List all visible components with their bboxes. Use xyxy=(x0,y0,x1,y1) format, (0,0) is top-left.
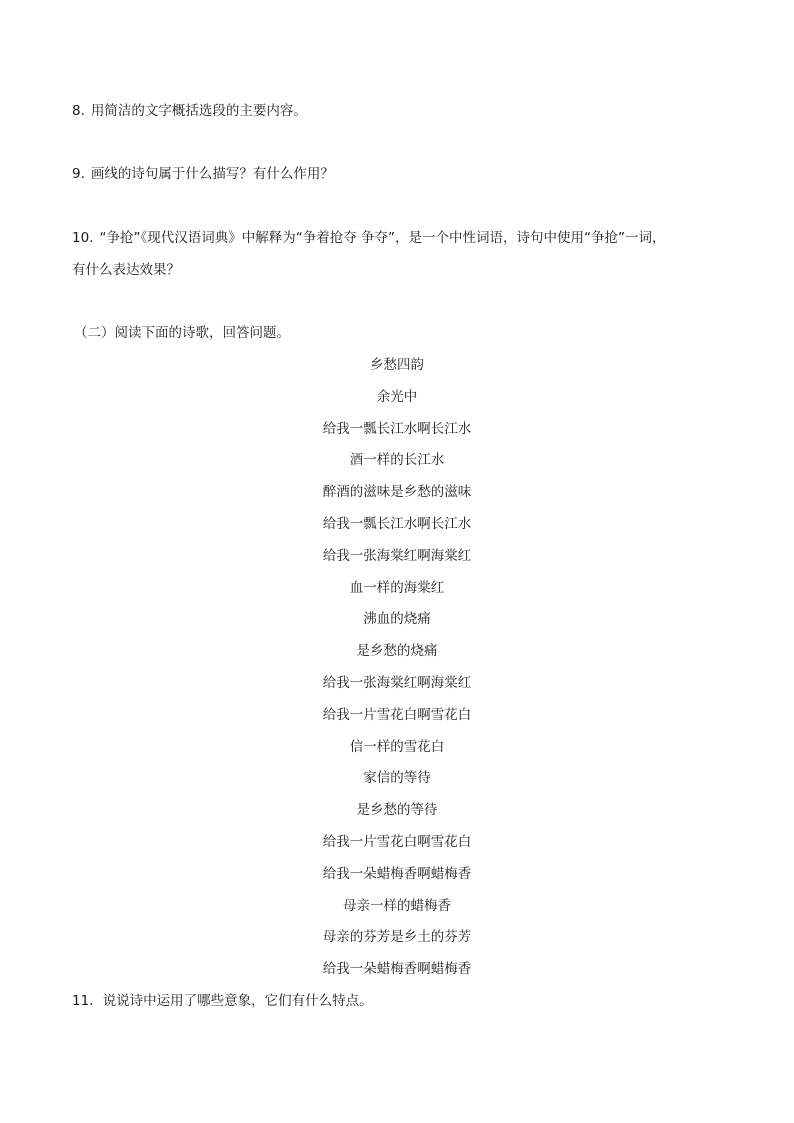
question-number: 9. xyxy=(72,166,85,182)
poem-line: 给我一瓢长江水啊长江水 xyxy=(322,420,472,437)
question-text: 用简洁的文字概括选段的主要内容。 xyxy=(90,103,307,119)
question-text-line-2: 有什么表达效果？ xyxy=(72,262,180,278)
poem-line: 信一样的雪花白 xyxy=(349,738,445,755)
poem-line: 酒一样的长江水 xyxy=(349,452,445,469)
poem-line: 给我一朵蜡梅香啊蜡梅香 xyxy=(322,865,472,882)
poem-line: 是乡愁的等待 xyxy=(356,802,438,819)
poem-title: 乡愁四韵 xyxy=(370,357,424,373)
question-11 xyxy=(72,991,373,1011)
question-text: 画线的诗句属于什么描写？有什么作用？ xyxy=(90,166,334,182)
section-heading-text: （二）阅读下面的诗歌，回答问题。 xyxy=(74,325,290,341)
poem-author: 余光中 xyxy=(376,388,418,405)
question-number: 8. xyxy=(72,103,85,119)
question-number: 10. xyxy=(72,230,94,246)
poem-line: 给我一片雪花白啊雪花白 xyxy=(322,706,472,723)
question-number: 11． xyxy=(72,993,103,1009)
question-10-continued xyxy=(72,260,180,280)
poem-line: 醉酒的滋味是乡愁的滋味 xyxy=(322,484,472,501)
poem-line: 给我一张海棠红啊海棠红 xyxy=(322,547,472,564)
poem-line: 给我一瓢长江水啊长江水 xyxy=(322,515,472,532)
section-heading xyxy=(74,323,290,343)
poem-line: 母亲的芬芳是乡土的芬芳 xyxy=(322,929,472,946)
poem-line: 给我一张海棠红啊海棠红 xyxy=(322,674,472,691)
poem-line: 血一样的海棠红 xyxy=(349,579,445,596)
poem-line: 家信的等待 xyxy=(363,770,431,787)
question-9 xyxy=(72,164,334,184)
poem-line: 给我一片雪花白啊雪花白 xyxy=(322,833,472,850)
poem xyxy=(0,354,794,990)
poem-line: 是乡愁的烧痛 xyxy=(356,643,438,660)
poem-line: 母亲一样的蜡梅香 xyxy=(343,897,451,914)
poem-line: 沸血的烧痛 xyxy=(363,611,431,628)
poem-line: 给我一朵蜡梅香啊蜡梅香 xyxy=(322,961,472,978)
question-text-line-1: “争抢”《现代汉语词典》中解释为“争着抢夺 争夺”，是一个中性词语，诗句中使用“争抢”一词， xyxy=(99,230,666,246)
question-8 xyxy=(72,101,307,121)
question-10 xyxy=(72,228,666,248)
question-text: 说说诗中运用了哪些意象，它们有什么特点。 xyxy=(102,993,373,1009)
